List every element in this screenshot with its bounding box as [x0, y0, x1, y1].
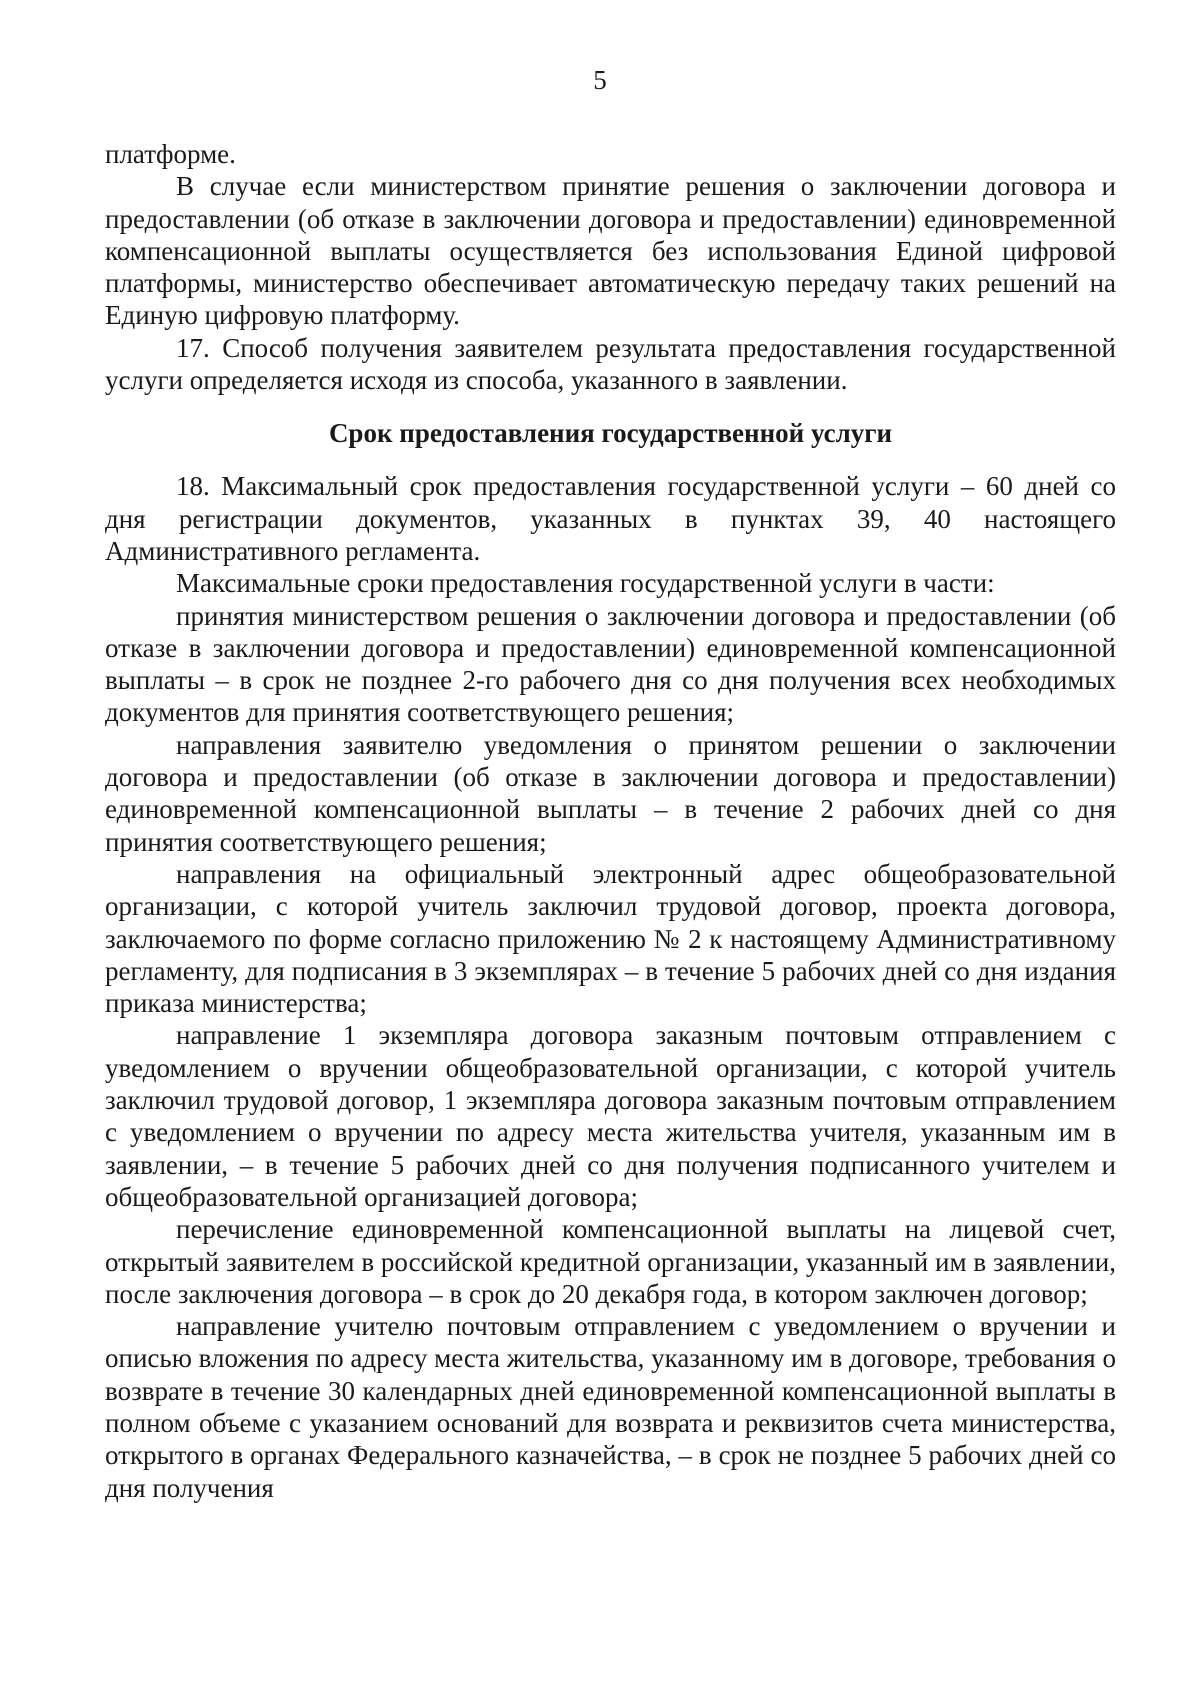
- paragraph-notification-term: направления заявителю уведомления о принятом решении о заключении договора и предоставлении (об отказе в заключении договора и предоставлении) единовременной компенсационной выплаты – в течение 2 рабочих дней со дня принятия соответствующего решения;: [105, 729, 1116, 857]
- paragraph-decision-term: принятия министерством решения о заключении договора и предоставлении (об отказе в заключении договора и предоставлении) единовременной компенсационной выплаты – в срок не позднее 2-го рабочего дня со дня получения всех необходимых документов для принятия соответствующего решения;: [105, 600, 1116, 728]
- paragraph-contract-mailing-term: направление 1 экземпляра договора заказным почтовым отправлением с уведомлением о вручении общеобразовательной организации, с которой учитель заключил трудовой договор, 1 экземпляра договора заказным почтовым отправлением с уведомлением о вручении по адресу места жительства учителя, указанным им в заявлении, – в течение 5 рабочих дней со дня получения подписанного учителем и общеобразовательной организацией договора;: [105, 1020, 1116, 1212]
- paragraph-17: 17. Способ получения заявителем результата предоставления государственной услуги определяется исходя из способа, указанного в заявлении.: [105, 332, 1116, 396]
- paragraph-continuation: платформе.: [105, 139, 236, 169]
- paragraph-payment-term: перечисление единовременной компенсационной выплаты на лицевой счет, открытый заявителем в российской кредитной организации, указанный им в заявлении, после заключения договора – в срок до 20 декабря года, в котором заключен договор;: [105, 1214, 1116, 1309]
- paragraph-18: 18. Максимальный срок предоставления государственной услуги – 60 дней со дня регистрации документов, указанных в пунктах 39, 40 настоящего Административного регламента.: [105, 471, 1116, 566]
- paragraph-draft-contract-term: направления на официальный электронный адрес общеобразовательной организации, с которой учитель заключил трудовой договор, проекта договора, заключаемого по форме согласно приложению № 2 к настоящему Административному регламенту, для подписания в 3 экземплярах – в течение 5 рабочих дней со дня издания приказа министерства;: [105, 858, 1116, 1019]
- section-heading: Срок предоставления государственной услуги: [328, 418, 893, 449]
- paragraph-digital-platform: В случае если министерством принятие решения о заключении договора и предоставлении (об отказе в заключении договора и предоставлении) единовременной компенсационной выплаты осуществляется без использования Единой цифровой платформы, министерство обеспечивает автоматическую передачу таких решений на Единую цифровую платформу.: [105, 171, 1116, 331]
- page-number: 5: [593, 65, 607, 95]
- document-body: [105, 138, 1116, 1504]
- paragraph-refund-demand-term: направление учителю почтовым отправлением с уведомлением о вручении и описью вложения по адресу места жительства, указанному им в договоре, требования о возврате в течение 30 календарных дней единовременной компенсационной выплаты в полном объеме с указанием оснований для возврата и реквизитов счета министерства, открытого в органах Федерального казначейства, – в срок не позднее 5 рабочих дней со дня получения: [105, 1311, 1116, 1503]
- paragraph-max-terms-intro: Максимальные сроки предоставления государственной услуги в части:: [176, 568, 995, 599]
